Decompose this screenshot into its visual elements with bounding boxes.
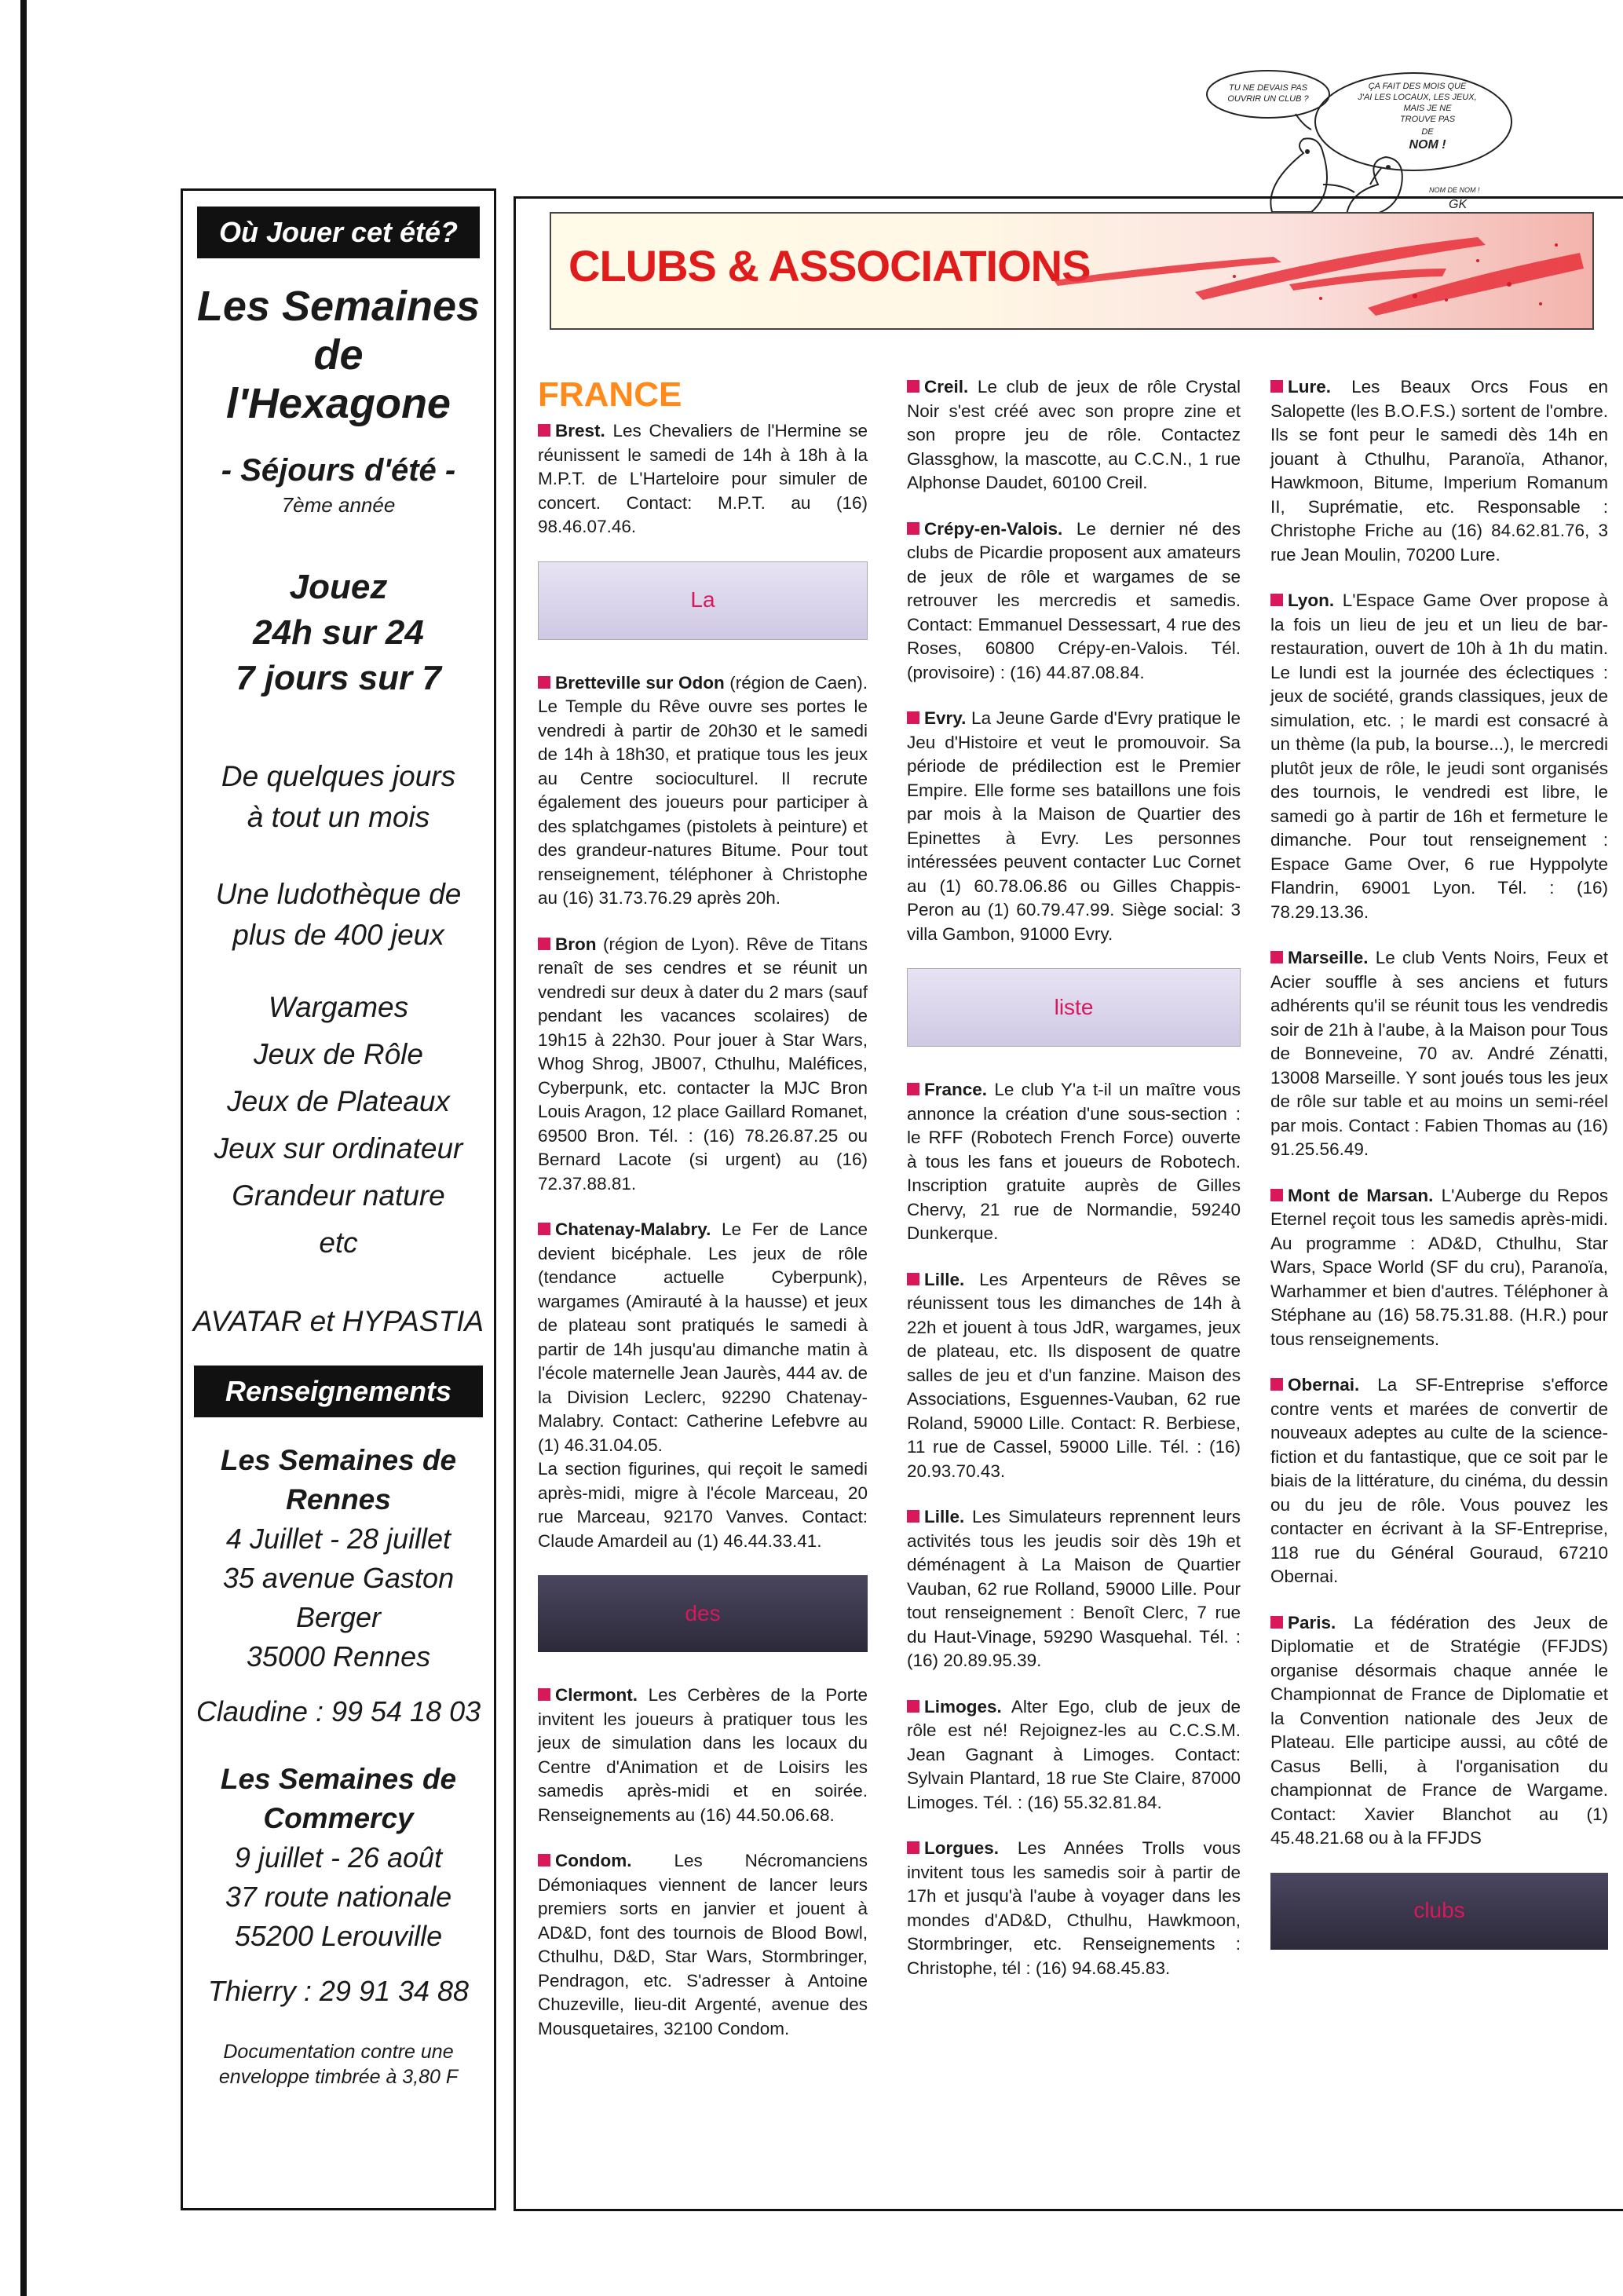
club-entry-chatenay — [538, 1218, 868, 1553]
ad-rennes-title-line: Les Semaines de — [220, 1444, 457, 1476]
club-entry-marseille — [1270, 946, 1608, 1162]
ad-play-line: 24h sur 24 — [253, 613, 424, 652]
section-title: CLUBS & ASSOCIATIONS — [568, 241, 1091, 291]
cartoon-signature: GK — [1449, 198, 1468, 211]
bullet-square-icon — [538, 1854, 550, 1866]
ad-play-line: Jouez — [289, 568, 388, 606]
entry-city: Bretteville sur Odon — [555, 672, 725, 693]
ad-game-item: Wargames — [268, 991, 409, 1023]
entry-text: Les Chevaliers de l'Hermine se réunissent le samedi de 14h à 18h à la M.P.T. de L'Harteloire pour simuler de concert. Contact: M.P.T. au (16) 98.46.07.46. — [538, 421, 868, 536]
bullet-square-icon — [907, 1273, 919, 1285]
bullet-square-icon — [1270, 1616, 1283, 1629]
bullet-square-icon — [907, 711, 919, 724]
entry-text: L'Auberge du Repos Eternel reçoit tous les samedis après-midi. Au programme : AD&D, Cthulhu, Star Wars, Space World (SF du cru), Paranoïa, Warhammer et bien d'autres. Téléphoner à Stéphane au (16) 58.75.31.88. (H.R.) pour tous renseignements. — [1270, 1185, 1608, 1349]
entry-text: Les Arpenteurs de Rêves se réunissent tous les dimanches de 14h à 22h et jouent à tous JdR, wargames, jeux de plateau, etc. Ils disposent de quatre salles de jeu et d'un fanzine. Maison des Associations, Esguennes-Vauban, 62 rue Roland, 59000 Lille. Contact: R. Berbiese, 11 rue de Cassel, 59000 Lille. Tél. : (16) 20.93.70.43. — [907, 1269, 1241, 1481]
ad-title-line: l'Hexagone — [226, 380, 451, 427]
ad-box — [181, 188, 496, 2210]
entry-city: Lille. — [924, 1507, 965, 1526]
entry-city: Clermont. — [555, 1685, 638, 1705]
club-entry-lille-1 — [907, 1268, 1241, 1484]
ad-ludotheque — [183, 874, 494, 956]
entry-text: La SF-Entreprise s'efforce contre vents et marées de convertir de nouveaux adeptes au culte de la science-fiction et du fantastique, que ce soit par le biais de la littérature, du cinéma, du dessin ou du jeu de rôle. Vous pouvez les contacter en écrivant à la SF-Entreprise, 118 rue du Général Gouraud, 67210 Obernai. — [1270, 1375, 1608, 1586]
entry-text: La fédération des Jeux de Diplomatie et de Stratégie (FFJDS) organise désormais chaque année le Championnat de France de Diplomatie et la Convention nationale des Jeux de Plateau. Elle participe aussi, au côté de Casus Belli, à l'organisation du championnat de France de Wargame. Contact: Xavier Blanchot au (1) 45.48.21.68 ou à la FFJDS — [1270, 1612, 1608, 1848]
banner-clubs: clubs — [1270, 1873, 1608, 1950]
club-entry-brest — [538, 419, 868, 539]
ad-commercy-title — [183, 1760, 494, 1838]
bullet-square-icon — [538, 1223, 550, 1235]
entry-city: Lorgues. — [924, 1838, 1000, 1858]
entry-text: Les Nécromanciens Démoniaques viennent de lancer leurs premiers sorts en janvier et jouent à AD&D, font des tournois de Blood Bowl, Cthulhu, D&D, Star Wars, Stormbringer, Pendragon, etc. S'adresser à Antoine Chuzeville, lieu-dit Argenté, avenue des Mousquetaires, 32100 Condom. — [538, 1851, 868, 2038]
page-binding-edge — [20, 0, 27, 2296]
bullet-square-icon — [538, 1688, 550, 1701]
entry-city: Limoges. — [924, 1696, 1002, 1717]
club-entry-crepy — [907, 517, 1241, 686]
entry-text: La Jeune Garde d'Evry pratique le Jeu d'Histoire et veut le promouvoir. Sa période de prédilection est le Premier Empire. Elle forme ses bataillons une fois par mois à la Maison de Quartier des Epinettes à Evry. Les personnes intéressées peuvent contacter Luc Cornet au (1) 60.78.06.86 ou Gilles Chappis-Peron au (1) 60.79.47.99. Siège social: 3 villa Gambon, 91000 Evry. — [907, 708, 1241, 944]
bullet-square-icon — [907, 1083, 919, 1095]
cartoon-small-text: NOM DE NOM ! — [1429, 186, 1480, 194]
ad-rennes-address-line: 35 avenue Gaston — [222, 1562, 455, 1594]
club-entry-lyon — [1270, 589, 1608, 924]
cartoon-bubble1-line: TU NE DEVAIS PAS — [1228, 83, 1308, 93]
ad-rennes-address — [183, 1519, 494, 1676]
club-entry-condom — [538, 1849, 868, 2041]
ad-commercy-address-line: 37 route nationale — [225, 1881, 452, 1913]
ad-commercy-address-line: 9 juillet - 26 août — [234, 1841, 443, 1874]
club-entry-bretteville — [538, 671, 868, 911]
entry-text: Le Fer de Lance devient bicéphale. Les jeux de rôle (tendance actuelle Cyberpunk), wargames (Amirauté à la hausse) et jeux de plateau sont pratiqués le samedi à partir de 14h jusqu'au dimanche matin à l'école maternelle Jean Jaurès, 444 av. de la Division Leclerc, 92290 Chatenay-Malabry. Contact: Catherine Lefebvre au (1) 46.31.04.05. — [538, 1219, 868, 1455]
column-3 — [1270, 375, 1608, 1981]
entry-text: Les Cerbères de la Porte invitent les joueurs à pratiquer tous les jeux de simulation dans les locaux du Centre d'Animation et de Loisirs les samedis après-midi et en soirée. Renseignements au (16) 44.50.06.68. — [538, 1685, 868, 1825]
bullet-square-icon — [1270, 1189, 1283, 1201]
ad-play — [183, 565, 494, 701]
entry-city: Mont de Marsan. — [1288, 1185, 1434, 1205]
club-entry-bron — [538, 933, 868, 1197]
ad-rennes-title-line: Rennes — [286, 1483, 391, 1515]
ad-documentation — [183, 2039, 494, 2089]
entry-text: Les Simulateurs reprennent leurs activités tous les jeudis soir dès 19h et déménagent à La Maison de Quartier Vauban, 62 rue Rolland, 59000 Lille. Pour tout renseignement : Benoît Clerc, 7 rue du Haut-Vinage, 59290 Wasquehal. Tél. : (16) 20.89.95.39. — [907, 1507, 1241, 1670]
cartoon-bubble2-line: NOM ! — [1409, 138, 1446, 152]
entry-city: Bron — [555, 934, 597, 954]
ad-ludo-line: Une ludothèque de — [215, 878, 462, 910]
entry-text: Alter Ego, club de jeux de rôle est né! Rejoignez-les au C.C.S.M. Jean Gagnant à Limoges. Contact: Sylvain Plantard, 18 rue Ste Claire, 87000 Limoges. Tél. : (16) 55.32.81.84. — [907, 1696, 1241, 1812]
bullet-square-icon — [538, 938, 550, 950]
entry-city: Lille. — [924, 1269, 965, 1289]
ad-commercy-address — [183, 1838, 494, 1956]
ad-games-list — [183, 984, 494, 1267]
bullet-square-icon — [907, 1700, 919, 1713]
ad-header: Où Jouer cet été? — [197, 207, 480, 258]
entry-city: France. — [924, 1080, 988, 1099]
entry-city: Lyon. — [1288, 590, 1335, 610]
country-heading: FRANCE — [538, 375, 682, 414]
ad-title-line: de — [313, 331, 364, 378]
ad-duration — [183, 756, 494, 838]
entry-text: Les Beaux Orcs Fous en Salopette (les B.O.F.S.) sortent de l'ombre. Ils se font peur le samedi dès 14h en jouant à Cthulhu, Paranoïa, Athanor, Hawkmoon, Bitume, Imperium Romanum II, Suprématie, etc. Responsable : Christophe Friche au (16) 84.62.81.76, 3 rue Jean Moulin, 70200 Lure. — [1270, 377, 1608, 565]
entry-city: Creil. — [924, 377, 969, 397]
cartoon-bubble2-line: MAIS JE NE — [1403, 104, 1452, 113]
entry-city: Brest. — [555, 421, 605, 441]
entry-text: (région de Caen). Le Temple du Rêve ouvre ses portes le vendredi à partir de 20h30 et le samedi de 14h à 18h30, et pratique tous les jeux au Centre socioculturel. Il recrute également des joueurs pour participer à des splatchgames (pistolets à peinture) et des grandeur-natures Bitume. Pour tout renseignement, téléphoner à Christophe au (16) 31.73.76.29 après 20h. — [538, 672, 868, 908]
entry-city: Crépy-en-Valois. — [924, 518, 1063, 539]
ad-commercy-address-line: 55200 Lerouville — [234, 1920, 443, 1952]
club-entry-lure — [1270, 375, 1608, 567]
club-entry-lille-2 — [907, 1505, 1241, 1673]
ad-ludo-line: plus de 400 jeux — [232, 919, 444, 951]
ad-info-header: Renseignements — [194, 1366, 483, 1417]
club-entry-paris — [1270, 1611, 1608, 1851]
ad-doc-line: Documentation contre une — [223, 2041, 454, 2063]
ad-rennes-title — [183, 1441, 494, 1519]
ad-rennes-address-line: 4 Juillet - 28 juillet — [225, 1523, 451, 1555]
banner-la: La — [538, 561, 868, 640]
cartoon-bubble2-line: TROUVE PAS — [1399, 115, 1456, 124]
banner-liste: liste — [907, 968, 1241, 1047]
entry-text: L'Espace Game Over propose à la fois un lieu de jeu et un lieu de bar-restauration, ouvert de 10h à 1h du matin. Le lundi est la journée des éclectiques : jeux de société, grands classiques, jeux de simulation, etc. ; le mardi est consacré à un thème (la pub, la bourse...), le mercredi plutôt jeux de rôle, le jeudi sont organisés des tournois, le vendredi est libre, le samedi go à partir de 16h et fermeture le dimanche. Pour tout renseignement : Espace Game Over, 6 rue Hyppolyte Flandrin, 69001 Lyon. Tél. : (16) 78.29.13.36. — [1270, 590, 1608, 922]
bullet-square-icon — [1270, 951, 1283, 963]
bullet-square-icon — [538, 676, 550, 689]
entry-city: Obernai. — [1288, 1375, 1360, 1395]
bullet-square-icon — [538, 424, 550, 437]
ad-game-item: Grandeur nature — [232, 1179, 445, 1212]
column-1 — [538, 369, 868, 2063]
ad-commercy-contact: Thierry : 29 91 34 88 — [207, 1975, 470, 2007]
club-entry-creil — [907, 375, 1241, 495]
entry-text: Le dernier né des clubs de Picardie proposent aux amateurs de jeux de rôle et wargames de se retrouver les mercredis et samedis. Contact: Emmanuel Dessessart, 4 rue des Roses, 60800 Crépy-en-Valois. Tél. (provisoire) : (16) 44.87.08.84. — [907, 518, 1241, 682]
column-2 — [907, 375, 1241, 2002]
entry-city: Chatenay-Malabry. — [555, 1219, 711, 1239]
bullet-square-icon — [1270, 1378, 1283, 1391]
ad-commercy-title-line: Les Semaines de — [220, 1763, 457, 1795]
club-entry-clermont — [538, 1684, 868, 1827]
entry-text: Le club Y'a t-il un maître vous annonce la création d'une sous-section : le RFF (Robotech French Force) ouverte à tous les fans et joueurs de Robotech. Inscription gratuite auprès de Gilles Chervy, 21 rue de Normandie, 59240 Dunkerque. — [907, 1080, 1241, 1243]
ad-title-line: Les Semaines — [196, 283, 481, 330]
bullet-square-icon — [907, 522, 919, 535]
bullet-square-icon — [1270, 380, 1283, 393]
bullet-square-icon — [907, 380, 919, 393]
ad-game-item: etc — [319, 1227, 358, 1259]
entry-city: Marseille. — [1288, 948, 1369, 967]
ad-commercy-title-line: Commercy — [263, 1802, 414, 1834]
entry-text: Le club Vents Noirs, Feux et Acier souffle à ses anciens et futurs adhérents qu'il se réunit tous les vendredis soir de 21h à l'aube, à la Maison pour Tous de Bonneveine, 70 av. André Zénatti, 13008 Marseille. Y sont joués tous les jeux de rôle sur table et au moins un semi-réel par mois. Contact : Fabien Thomas au (16) 91.25.56.49. — [1270, 948, 1608, 1159]
entry-text: La section figurines, qui reçoit le samedi après-midi, migre à l'école Marceau, 20 rue Marceau, 92170 Vanves. Contact: Claude Amardeil au (1) 46.44.33.41. — [538, 1459, 868, 1551]
club-entry-obernai — [1270, 1373, 1608, 1589]
bullet-square-icon — [1270, 594, 1283, 606]
cartoon-bubble2-line: ÇA FAIT DES MOIS QUE — [1368, 82, 1467, 91]
entry-city: Paris. — [1288, 1612, 1336, 1632]
ad-doc-line: enveloppe timbrée à 3,80 F — [218, 2066, 459, 2088]
ad-sponsors: AVATAR et HYPASTIA — [192, 1305, 484, 1337]
ad-title — [183, 282, 494, 428]
ad-rennes-contact: Claudine : 99 54 18 03 — [196, 1695, 481, 1727]
ad-game-item: Jeux sur ordinateur — [214, 1132, 463, 1164]
club-entry-lorgues — [907, 1837, 1241, 1980]
club-entry-france — [907, 1078, 1241, 1246]
ad-rennes-address-line: Berger — [295, 1601, 382, 1633]
bullet-square-icon — [907, 1510, 919, 1523]
red-brush-decoration — [1038, 221, 1588, 324]
ad-game-item: Jeux de Plateaux — [227, 1085, 450, 1117]
entry-city: Lure. — [1288, 377, 1332, 397]
ad-duration-line: De quelques jours — [221, 760, 456, 792]
ad-subtitle: - Séjours d'été - — [221, 453, 456, 488]
section-title-box — [550, 212, 1594, 330]
club-entry-mont-de-marsan — [1270, 1184, 1608, 1352]
club-entry-limoges — [907, 1695, 1241, 1815]
ad-rennes-address-line: 35000 Rennes — [246, 1640, 431, 1673]
entry-text: (région de Lyon). Rêve de Titans renaît de ses cendres et se réunit un vendredi sur deux à dater du 2 mars (sauf pendant les vacances scolaires) de 19h15 à 22h30. Pour jouer à Star Wars, Whog Shrog, JB007, Cthulhu, Maléfices, Cyberpunk, etc. contacter la MJC Bron Louis Aragon, 12 place Gaillard Romanet, 69500 Bron. Tél. : (16) 78.26.87.25 ou Bernard Lacote (si urgent) au (16) 72.37.88.81. — [538, 934, 868, 1194]
cartoon-bubble2-line: J'AI LES LOCAUX, LES JEUX, — [1358, 93, 1477, 102]
ad-edition: 7ème année — [281, 493, 396, 517]
ad-duration-line: à tout un mois — [247, 801, 430, 833]
ad-play-line: 7 jours sur 7 — [236, 659, 441, 697]
ad-game-item: Jeux de Rôle — [254, 1038, 423, 1070]
cartoon-bubble2-line: DE — [1421, 127, 1434, 137]
banner-des: des — [538, 1575, 868, 1652]
club-entry-evry — [907, 707, 1241, 946]
entry-text: Le club de jeux de rôle Crystal Noir s'est créé avec son propre zine et son propre jeu de rôle. Contactez Glassghow, la mascotte, au C.C.N., 1 rue Alphonse Daudet, 60100 Creil. — [907, 377, 1241, 492]
entry-text: Les Années Trolls vous invitent tous les samedis soir à partir de 17h et jusqu'à l'aube à voyager dans les mondes d'AD&D, Cthulhu, Hawkmoon, Stormbringer, etc. Renseignements : Christophe, tél : (16) 94.68.45.83. — [907, 1838, 1241, 1978]
entry-city: Evry. — [924, 708, 967, 728]
bullet-square-icon — [907, 1841, 919, 1854]
cartoon-bubble1-line: OUVRIR UN CLUB ? — [1227, 94, 1309, 104]
entry-city: Condom. — [555, 1851, 632, 1870]
